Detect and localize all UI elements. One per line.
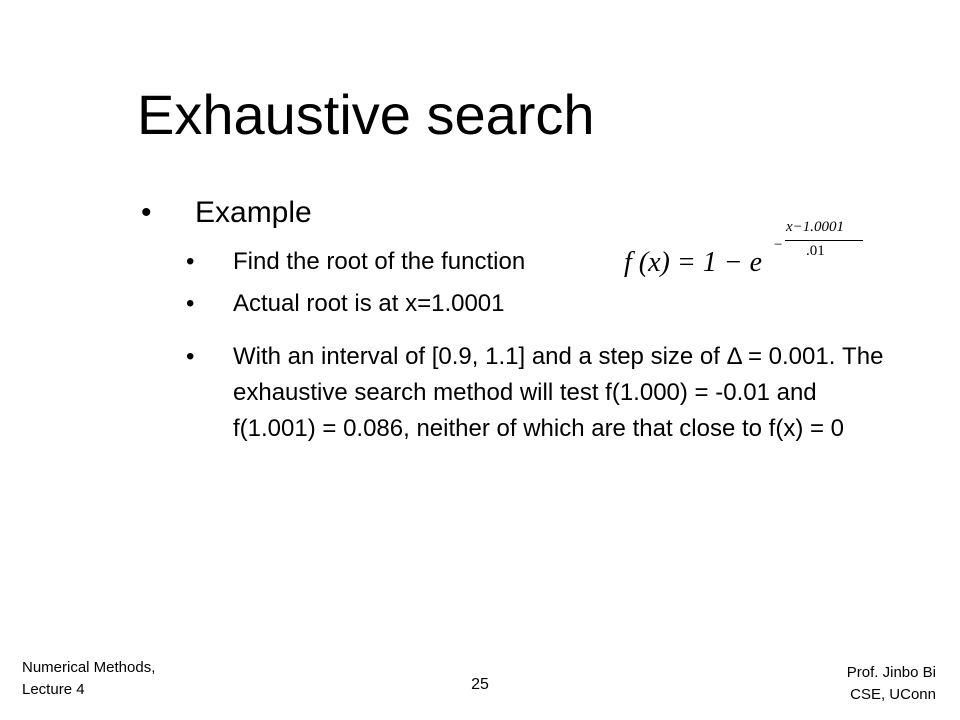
footer-author-line2: CSE, UConn (850, 686, 936, 703)
bullet-dot: • (186, 343, 195, 370)
exponent-denominator: .01 (806, 243, 825, 259)
exponent-numerator: x−1.0001 (786, 219, 845, 235)
page-number: 25 (471, 676, 489, 693)
bullet-text: Actual root is at x=1.0001 (233, 290, 505, 317)
formula-main: f (x) = 1 − e (624, 247, 763, 278)
bullet-text: With an interval of [0.9, 1.1] and a step size of Δ = 0.001. The exhaustive search method will test f(1.000) = -0.01 and f(1.001) = 0.086, neither of which are that close to f(x) = 0 (233, 343, 884, 442)
bullet-text: Find the root of the function (233, 248, 526, 275)
footer-author (847, 662, 936, 706)
bullet-dot: • (186, 290, 195, 317)
exponent-sign: − (774, 237, 783, 253)
footer-course-line2: Lecture 4 (22, 681, 85, 698)
bullet-dot: • (186, 248, 195, 275)
slide-title: Exhaustive search (137, 83, 595, 146)
bullet-dot: • (141, 196, 152, 229)
footer-author-line1: Prof. Jinbo Bi (846, 664, 936, 681)
fraction-bar (785, 240, 863, 241)
bullet-text: Example (195, 196, 312, 229)
footer-course-line1: Numerical Methods, (22, 659, 156, 676)
